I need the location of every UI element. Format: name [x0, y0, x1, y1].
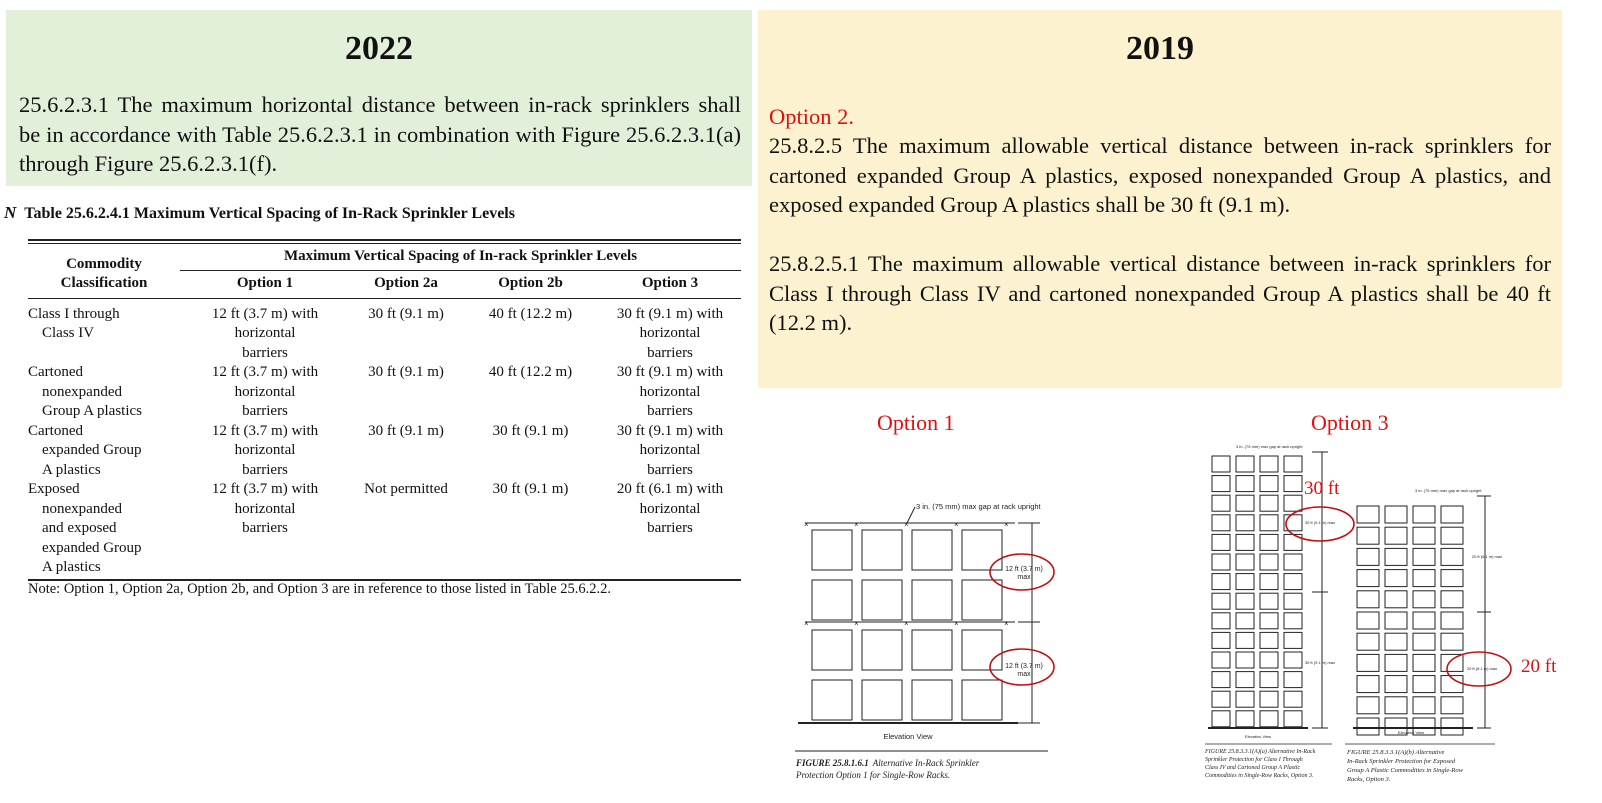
section-text-25-8-2-5-1: 25.8.2.5.1 The maximum allowable vertical distance between in-rack sprinklers for Class I through Class IV and cartoned nonexpanded Group A plastics shall be 40 ft (12.2 m).	[769, 251, 1551, 335]
rack-bay	[1236, 691, 1254, 707]
rack-bay	[1357, 612, 1379, 629]
rack-bay	[1385, 506, 1407, 523]
rack-bay	[1385, 697, 1407, 714]
opt3a-dim: 30 ft (9.1 m) max	[1304, 520, 1336, 525]
rack-bay	[1441, 612, 1463, 629]
svg-text:×: ×	[804, 520, 809, 529]
rack-bay	[1236, 456, 1254, 472]
rack-bay	[1357, 654, 1379, 671]
table-row: Class I through Class IV 12 ft (3.7 m) with horizontal barriers 30 ft (9.1 m) 40 ft (12.2 m) 30 ft (9.1 m) with horizontal barriers	[28, 305, 724, 361]
opt3a-dim2: 30 ft (9.1 m) max	[1304, 660, 1336, 665]
rack-bay	[1357, 718, 1379, 735]
svg-text:×: ×	[1004, 619, 1009, 628]
rack-bay	[1212, 456, 1230, 472]
opt1-dim1a: 12 ft (3.7 m)	[1005, 566, 1043, 573]
rack-bay	[1260, 652, 1278, 668]
rack-bay	[1284, 632, 1302, 648]
rack-bay	[1385, 527, 1407, 544]
table-title-text: Table 25.6.2.4.1 Maximum Vertical Spacing of In-Rack Sprinkler Levels	[24, 205, 515, 222]
rack-bay	[1284, 711, 1302, 727]
opt3a-elevation: Elevation View	[1244, 734, 1272, 739]
rack-bay	[1284, 456, 1302, 472]
opt3b-dim1: 20 ft (6.1 m) max	[1471, 554, 1503, 559]
option-1-rack-figure	[790, 495, 1060, 785]
opt3a-caption-1: FIGURE 25.8.3.3.1(A)(a) Alternative In-Rack	[1205, 749, 1316, 755]
rack-bay	[1236, 476, 1254, 492]
rack-bay	[1260, 554, 1278, 570]
rack-bay	[1441, 654, 1463, 671]
rack-bay	[1441, 591, 1463, 608]
rack-bay	[1385, 633, 1407, 650]
rack-bay	[1236, 711, 1254, 727]
rack-bay	[1441, 718, 1463, 735]
opt1-dim2a: 12 ft (3.7 m)	[1005, 663, 1043, 670]
rack-bay	[1212, 672, 1230, 688]
rack-bay	[1284, 691, 1302, 707]
rack-bay	[1284, 476, 1302, 492]
rack-bay	[1236, 672, 1254, 688]
rack-bay	[1260, 711, 1278, 727]
rack-bay	[1212, 593, 1230, 609]
rack-bay	[1212, 574, 1230, 590]
rack-bay	[1236, 515, 1254, 531]
option-2-label: Option 2.	[769, 104, 855, 129]
rack-bay	[1284, 613, 1302, 629]
rack-bay	[1385, 591, 1407, 608]
rack-bay	[1385, 548, 1407, 565]
opt3a-caption-4: Commodities in Single-Row Racks, Option 3.	[1205, 773, 1314, 779]
opt3b-gap-note: 3 in. (75 mm) max gap at rack upright	[1415, 488, 1482, 493]
rack-bay	[1441, 527, 1463, 544]
rack-bay	[1212, 613, 1230, 629]
rack-bay	[1260, 515, 1278, 531]
rack-bay	[1260, 534, 1278, 550]
rack-bay	[1284, 672, 1302, 688]
rack-bay	[1212, 515, 1230, 531]
col-option-2a: Option 2a	[350, 270, 462, 298]
rack-bay	[1413, 654, 1435, 671]
col-commodity-header: Commodity Classification	[28, 244, 180, 298]
rack-bay	[1385, 612, 1407, 629]
rack-bay	[1357, 548, 1379, 565]
opt3a-caption-2: Sprinkler Protection for Class I Through	[1205, 757, 1303, 763]
rack-bay	[1260, 613, 1278, 629]
opt1-elevation-label: Elevation View	[883, 732, 933, 741]
col-option-1: Option 1	[180, 270, 350, 298]
rack-bay	[1260, 456, 1278, 472]
rack-bay	[1413, 570, 1435, 587]
year-heading-2019: 2019	[1126, 30, 1194, 67]
rack-bay	[1413, 506, 1435, 523]
table-top-rule-1	[28, 239, 741, 241]
rack-bay	[1284, 593, 1302, 609]
rack-bay	[1212, 495, 1230, 511]
spacing-table	[28, 244, 741, 581]
rack-bay	[1385, 676, 1407, 693]
rack-bay	[1413, 612, 1435, 629]
rack-bay	[1284, 574, 1302, 590]
rack-bay	[1413, 548, 1435, 565]
rack-bay	[1236, 593, 1254, 609]
opt3b-caption-3: Group A Plastic Commodities in Single-Row	[1347, 767, 1463, 774]
opt3b-elevation: Elevation View	[1397, 730, 1425, 735]
opt3a-caption-3: Class IV and Cartoned Group A Plastic	[1205, 765, 1301, 771]
opt3b-caption-1: FIGURE 25.8.3.3.1(A)(b) Alternative	[1347, 749, 1445, 756]
opt3b-caption-4: Racks, Option 3.	[1347, 776, 1391, 783]
opt1-gap-note: 3 in. (75 mm) max gap at rack upright	[916, 502, 1041, 511]
label-30-ft: 30 ft	[1304, 478, 1340, 499]
panel-2019	[758, 10, 1562, 388]
rack-bay	[1260, 593, 1278, 609]
rack-bay	[1413, 697, 1435, 714]
rack-bay	[1236, 574, 1254, 590]
opt3b-dim2: 20 ft (6.1 m) max	[1466, 666, 1498, 671]
svg-text:×: ×	[904, 619, 909, 628]
rack-bay	[1441, 548, 1463, 565]
col-option-2b: Option 2b	[462, 270, 599, 298]
opt1-dim1b: max	[1017, 574, 1031, 581]
panel-2022	[6, 10, 752, 186]
rack-bay	[1413, 633, 1435, 650]
svg-text:×: ×	[804, 619, 809, 628]
rack-bay	[1284, 554, 1302, 570]
rack-bay	[1260, 672, 1278, 688]
section-text-2022: 25.6.2.3.1 The maximum horizontal distance between in-rack sprinklers shall be in accordance with Table 25.6.2.3.1 in combination with Figure 25.6.2.3.1(a) through Figure 25.6.2.3.1(f).	[19, 92, 741, 176]
col-option-3: Option 3	[599, 270, 741, 298]
table-title	[4, 203, 515, 223]
svg-text:×: ×	[854, 520, 859, 529]
rack-bay	[1212, 691, 1230, 707]
opt1-caption-line2: Protection Option 1 for Single-Row Racks.	[796, 770, 951, 780]
rack-bay	[1260, 574, 1278, 590]
table-row: Cartoned expanded Group A plastics 12 ft (3.7 m) with horizontal barriers 30 ft (9.1 m) 30 ft (9.1 m) 30 ft (9.1 m) with horizontal barriers	[28, 422, 724, 478]
rack-bay	[1357, 676, 1379, 693]
rack-bay	[1212, 554, 1230, 570]
option-3b-rack-figure	[1345, 484, 1503, 790]
rack-bay	[1236, 652, 1254, 668]
rack-bay	[1236, 534, 1254, 550]
option-1-label: Option 1	[877, 410, 955, 435]
rack-bay	[1385, 570, 1407, 587]
rack-bay	[1441, 506, 1463, 523]
rack-bay	[1357, 527, 1379, 544]
rack-bay	[1413, 527, 1435, 544]
rack-bay	[1260, 632, 1278, 648]
rack-bay	[1357, 633, 1379, 650]
svg-text:×: ×	[954, 619, 959, 628]
opt1-caption-line1: FIGURE 25.8.1.6.1 Alternative In-Rack Sprinkler	[796, 758, 980, 768]
year-heading-2022: 2022	[345, 30, 413, 67]
table-note: Note: Option 1, Option 2a, Option 2b, and Option 3 are in reference to those listed in Table 25.6.2.2.	[28, 581, 612, 597]
opt3b-caption-2: In-Rack Sprinkler Protection for Exposed	[1347, 758, 1456, 765]
new-marker: N	[4, 203, 17, 222]
rack-bay	[1357, 697, 1379, 714]
rack-bay	[1441, 633, 1463, 650]
rack-bay	[1413, 676, 1435, 693]
rack-bay	[1441, 697, 1463, 714]
section-text-25-8-2-5: 25.8.2.5 The maximum allowable vertical distance between in-rack sprinklers for cartoned expanded Group A plastics, exposed nonexpanded Group A plastics, and exposed expanded Group A plastics shall be 30 ft (9.1 m).	[769, 133, 1551, 217]
svg-text:×: ×	[854, 619, 859, 628]
rack-bay	[1212, 711, 1230, 727]
rack-bay	[1236, 495, 1254, 511]
option-3-label: Option 3	[1311, 410, 1389, 435]
label-20-ft: 20 ft	[1521, 656, 1557, 677]
rack-bay	[1236, 613, 1254, 629]
rack-bay	[1212, 652, 1230, 668]
rack-bay	[1357, 591, 1379, 608]
rack-bay	[1260, 476, 1278, 492]
rack-bay	[1236, 554, 1254, 570]
table-row: Exposed nonexpanded and exposed expanded Group A plastics 12 ft (3.7 m) with horizontal barriers Not permitted 30 ft (9.1 m) 20 ft (6.1 m) with horizontal barriers	[28, 480, 741, 580]
rack-bay	[1284, 495, 1302, 511]
col-group-header: Maximum Vertical Spacing of In-rack Sprinkler Levels	[180, 244, 741, 270]
rack-bay	[1284, 652, 1302, 668]
svg-text:×: ×	[904, 520, 909, 529]
rack-bay	[1385, 654, 1407, 671]
rack-bay	[1357, 570, 1379, 587]
rack-bay	[1212, 476, 1230, 492]
rack-bay	[1260, 495, 1278, 511]
svg-text:×: ×	[954, 520, 959, 529]
rack-bay	[1236, 632, 1254, 648]
svg-text:×: ×	[1004, 520, 1009, 529]
rack-bay	[1441, 570, 1463, 587]
opt1-dim2b: max	[1017, 671, 1031, 678]
rack-bay	[1413, 591, 1435, 608]
rack-bay	[1357, 506, 1379, 523]
opt3a-gap-note: 3 in. (75 mm) max gap at rack upright	[1236, 444, 1303, 449]
table-row: Cartoned nonexpanded Group A plastics 12 ft (3.7 m) with horizontal barriers 30 ft (9.1 m) 40 ft (12.2 m) 30 ft (9.1 m) with horizontal barriers	[28, 364, 724, 419]
rack-bay	[1260, 691, 1278, 707]
rack-bay	[1212, 632, 1230, 648]
rack-bay	[1212, 534, 1230, 550]
